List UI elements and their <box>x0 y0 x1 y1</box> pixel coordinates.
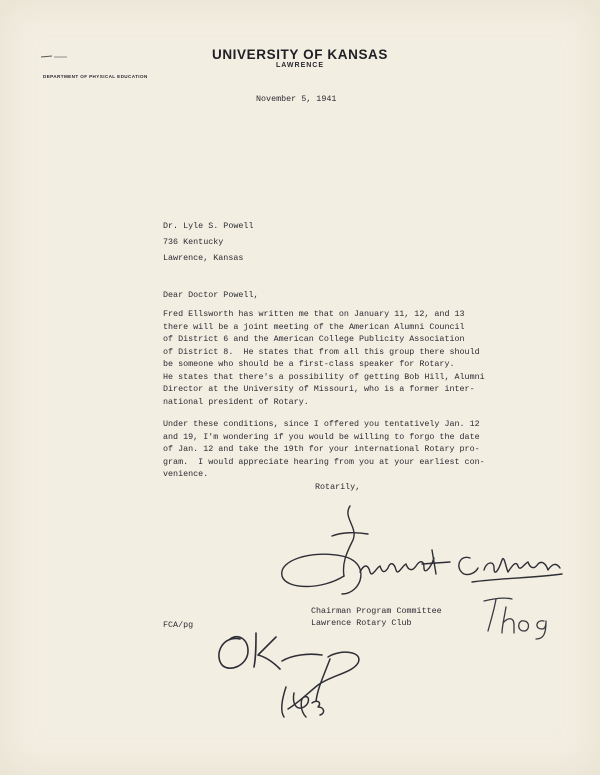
body-line: and 19, I'm wondering if you would be willing to forgo the date <box>163 431 480 442</box>
body-line: He states that there's a possibility of getting Bob Hill, Alumni <box>163 371 485 382</box>
body-line: of District 6 and the American College Publicity Association <box>163 334 465 344</box>
recipient-line: Lawrence, Kansas <box>163 253 244 263</box>
signer-organization: Lawrence Rotary Club <box>311 618 412 628</box>
recipient-line: 736 Kentucky <box>163 237 224 247</box>
letterhead-city: LAWRENCE <box>275 62 325 69</box>
body-line: Director at the University of Missouri, who is a former inter- <box>163 384 475 394</box>
handwritten-annotation <box>478 587 558 642</box>
signer-title: Chairman Program Committee <box>311 606 442 616</box>
handwritten-reply-initials <box>268 645 368 725</box>
body-line: gram. I would appreciate hearing from you at your earliest con- <box>163 456 485 467</box>
typist-initials: FCA/pg <box>163 620 194 630</box>
letter-date: November 5, 1941 <box>256 94 337 104</box>
body-line: be someone who should be a first-class speaker for Rotary. <box>163 359 455 369</box>
body-line: there will be a joint meeting of the American Alumni Council <box>163 321 465 332</box>
letterhead-department: DEPARTMENT OF PHYSICAL EDUCATION <box>43 74 148 79</box>
salutation: Dear Doctor Powell, <box>163 290 259 300</box>
body-line: Under these conditions, since I offered you tentatively Jan. 12 <box>163 419 480 429</box>
body-line: of Jan. 12 and take the 19th for your international Rotary pro- <box>163 444 480 454</box>
body-line: national president of Rotary. <box>163 396 309 407</box>
recipient-line: Dr. Lyle S. Powell <box>163 221 254 231</box>
body-line: venience. <box>163 469 209 479</box>
body-line: of District 8. He states that from all this group there should <box>163 346 480 357</box>
letterhead-university: UNIVERSITY OF KANSAS <box>211 47 389 62</box>
closing: Rotarily, <box>315 482 361 492</box>
body-line: Fred Ellsworth has written me that on January 11, 12, and 13 <box>163 309 465 319</box>
